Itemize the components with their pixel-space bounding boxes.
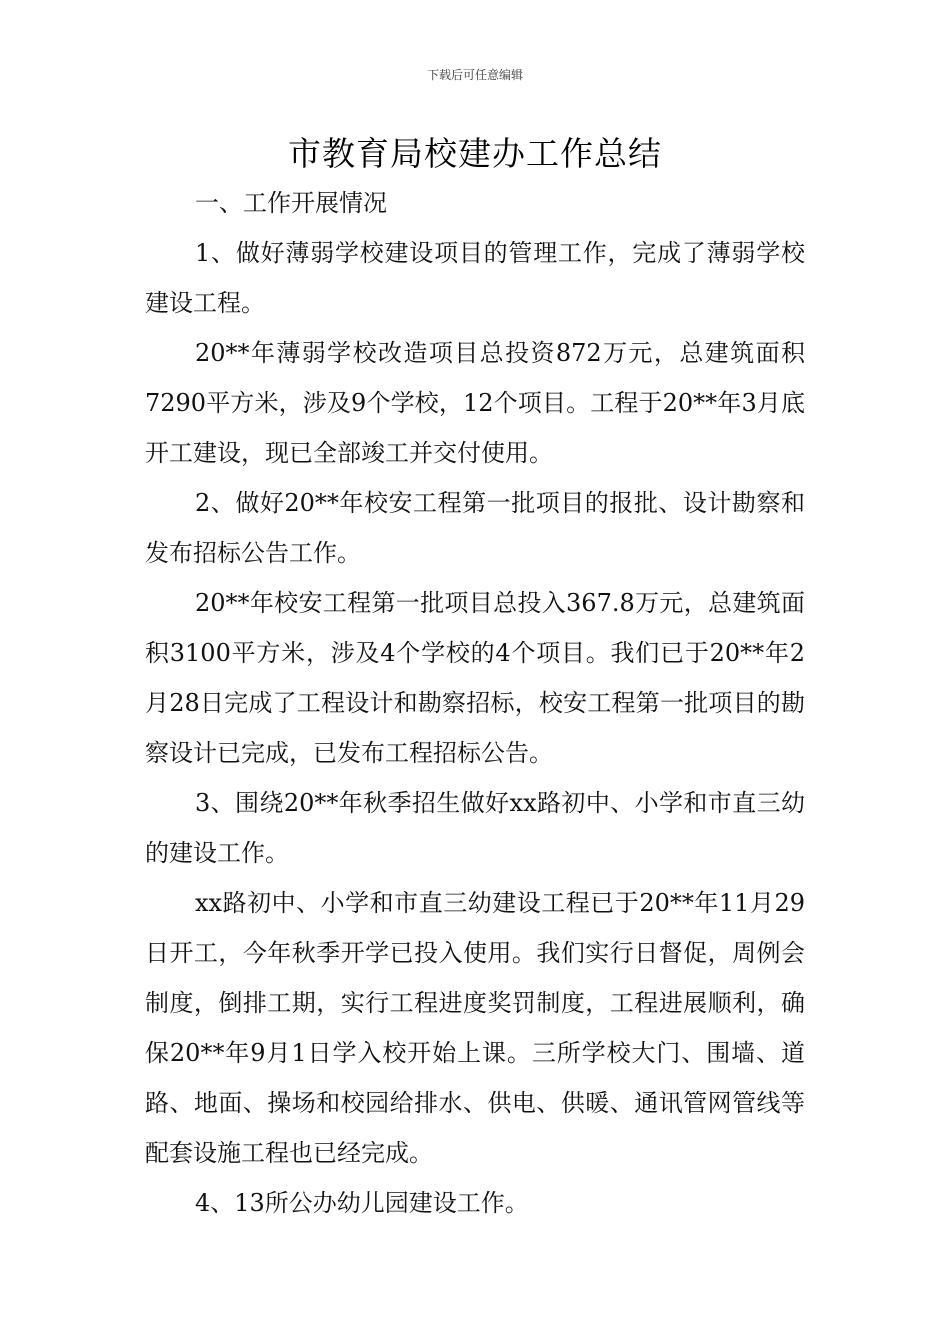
paragraph-item-2: 2、做好20**年校安工程第一批项目的报批、设计勘察和发布招标公告工作。 [145, 489, 805, 567]
paragraph-item-1: 1、做好薄弱学校建设项目的管理工作，完成了薄弱学校建设工程。 [145, 239, 805, 317]
document-title: 市教育局校建办工作总结 [288, 134, 662, 173]
paragraph-item-1-detail: 20**年薄弱学校改造项目总投资872万元，总建筑面积7290平方米，涉及9个学校，12个项目。工程于20**年3月底开工建设，现已全部竣工并交付使用。 [145, 339, 805, 467]
paragraph-item-4: 4、13所公办幼儿园建设工作。 [195, 1189, 529, 1217]
header-note: 下载后可任意编辑 [426, 68, 523, 82]
document-body [145, 178, 805, 1228]
paragraph-item-3-detail: xx路初中、小学和市直三幼建设工程已于20**年11月29日开工，今年秋季开学已投入使用。我们实行日督促，周例会制度，倒排工期，实行工程进度奖罚制度，工程进展顺利，确保20**年9月1日学入校开始上课。三所学校大门、围墙、道路、地面、操场和校园给排水、供电、供暖、通讯管网管线等配套设施工程也已经完成。 [145, 889, 805, 1167]
section-heading-work-status: 一、工作开展情况 [195, 189, 387, 217]
paragraph-item-3: 3、围绕20**年秋季招生做好xx路初中、小学和市直三幼的建设工作。 [145, 789, 805, 867]
paragraph-item-2-detail: 20**年校安工程第一批项目总投入367.8万元，总建筑面积3100平方米，涉及4个学校的4个项目。我们已于20**年2月28日完成了工程设计和勘察招标，校安工程第一批项目的勘察设计已完成，已发布工程招标公告。 [145, 589, 805, 767]
